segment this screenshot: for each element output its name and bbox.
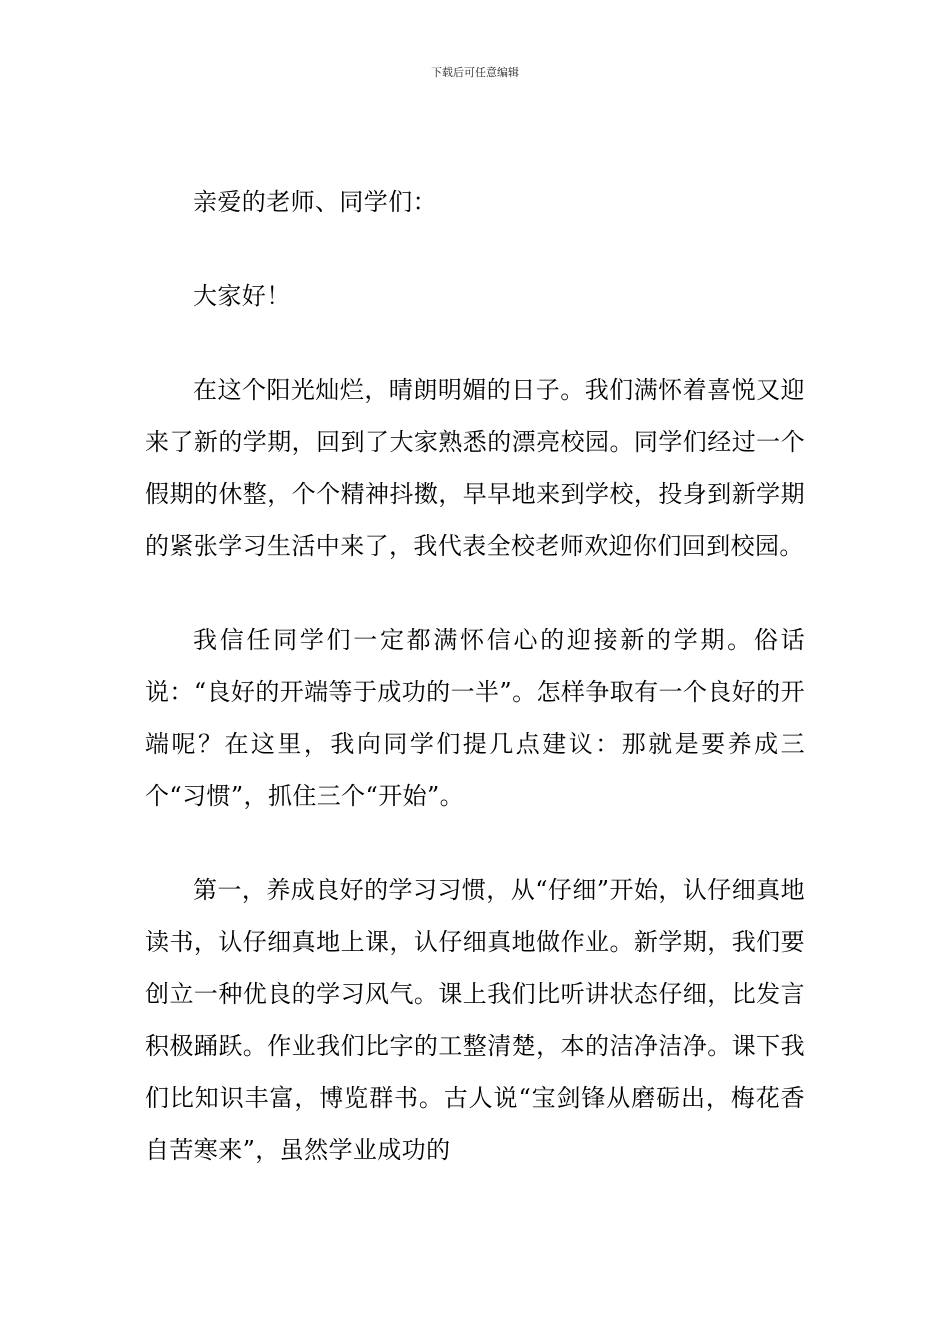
document-body [145, 176, 805, 1218]
greeting-line: 亲爱的老师、同学们： [193, 188, 437, 216]
paragraph-3: 第一，养成良好的学习习惯，从“仔细”开始，认仔细真地读书，认仔细真地上课，认仔细真地做作业。新学期，我们要创立一种优良的学习风气。课上我们比听讲状态仔细，比发言积极踊跃。作业我们比字的工整清楚，本的洁净洁净。课下我们比知识丰富，博览群书。古人说“宝剑锋从磨砺出，梅花香自苦寒来”，虽然学业成功的 [145, 876, 805, 1164]
paragraph-1: 在这个阳光灿烂，晴朗明媚的日子。我们满怀着喜悦又迎来了新的学期，回到了大家熟悉的漂亮校园。同学们经过一个假期的休整，个个精神抖擞，早早地来到学校，投身到新学期的紧张学习生活中来了，我代表全校老师欢迎你们回到校园。 [145, 376, 805, 560]
page-header: 下载后可任意编辑 [431, 66, 519, 79]
salutation-line: 大家好！ [193, 282, 291, 310]
paragraph-2: 我信任同学们一定都满怀信心的迎接新的学期。俗话说：“良好的开端等于成功的一半”。怎样争取有一个良好的开端呢？在这里，我向同学们提几点建议：那就是要养成三个“习惯”，抓住三个“开始”。 [145, 626, 805, 810]
